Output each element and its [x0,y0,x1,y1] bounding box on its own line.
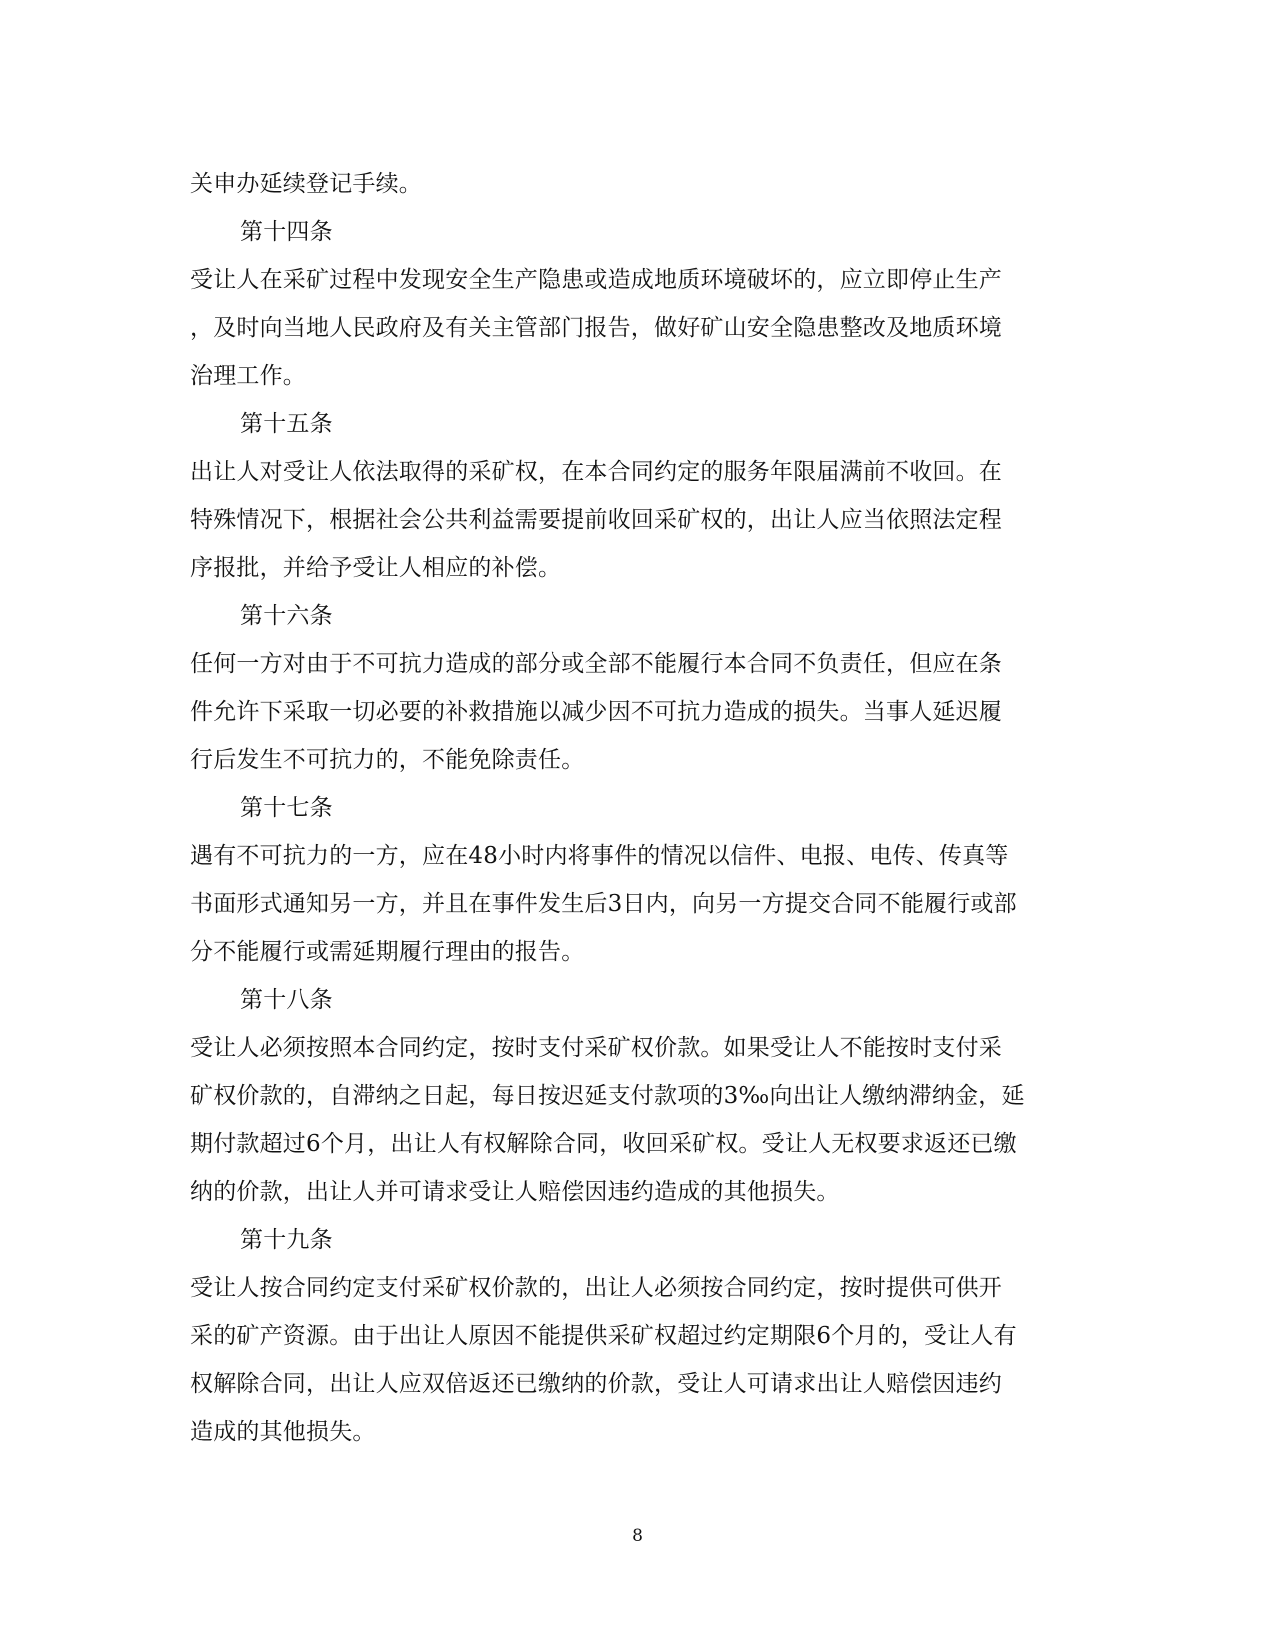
article-heading: 第十六条 [240,603,333,629]
text-line: 造成的其他损失。 [190,1419,376,1445]
text-line: 关申办延续登记手续。 [190,171,422,197]
text-line: 书面形式通知另一方，并且在事件发生后3日内，向另一方提交合同不能履行或部 [190,891,1017,917]
text-line: 治理工作。 [190,363,306,389]
text-line: 纳的价款，出让人并可请求受让人赔偿因违约造成的其他损失。 [190,1179,840,1205]
article-heading: 第十八条 [240,987,333,1013]
text-line: 采的矿产资源。由于出让人原因不能提供采矿权超过约定期限6个月的，受让人有 [190,1323,1017,1349]
text-line: 受让人必须按照本合同约定，按时支付采矿权价款。如果受让人不能按时支付采 [190,1035,1002,1061]
article-heading: 第十四条 [240,219,333,245]
text-line: 权解除合同，出让人应双倍返还已缴纳的价款，受让人可请求出让人赔偿因违约 [190,1371,1002,1397]
text-line: 件允许下采取一切必要的补救措施以减少因不可抗力造成的损失。当事人延迟履 [190,699,1002,725]
text-line: 遇有不可抗力的一方，应在48小时内将事件的情况以信件、电报、电传、传真等 [190,843,1009,869]
article-heading: 第十五条 [240,411,333,437]
text-line: 矿权价款的，自滞纳之日起，每日按迟延支付款项的3‰向出让人缴纳滞纳金，延 [190,1083,1025,1109]
text-line: 特殊情况下，根据社会公共利益需要提前收回采矿权的，出让人应当依照法定程 [190,507,1002,533]
text-line: 出让人对受让人依法取得的采矿权，在本合同约定的服务年限届满前不收回。在 [190,459,1002,485]
article-heading: 第十九条 [240,1227,333,1253]
page-number: 8 [632,1526,643,1546]
text-line: ，及时向当地人民政府及有关主管部门报告，做好矿山安全隐患整改及地质环境 [190,315,1002,341]
article-heading: 第十七条 [240,795,333,821]
text-line: 受让人在采矿过程中发现安全生产隐患或造成地质环境破坏的，应立即停止生产 [190,267,1002,293]
text-line: 受让人按合同约定支付采矿权价款的，出让人必须按合同约定，按时提供可供开 [190,1275,1002,1301]
text-line: 任何一方对由于不可抗力造成的部分或全部不能履行本合同不负责任，但应在条 [190,651,1002,677]
text-line: 序报批，并给予受让人相应的补偿。 [190,555,562,581]
document-body [190,160,1070,1456]
text-line: 期付款超过6个月，出让人有权解除合同，收回采矿权。受让人无权要求返还已缴 [190,1131,1017,1157]
text-line: 分不能履行或需延期履行理由的报告。 [190,939,585,965]
text-line: 行后发生不可抗力的，不能免除责任。 [190,747,585,773]
